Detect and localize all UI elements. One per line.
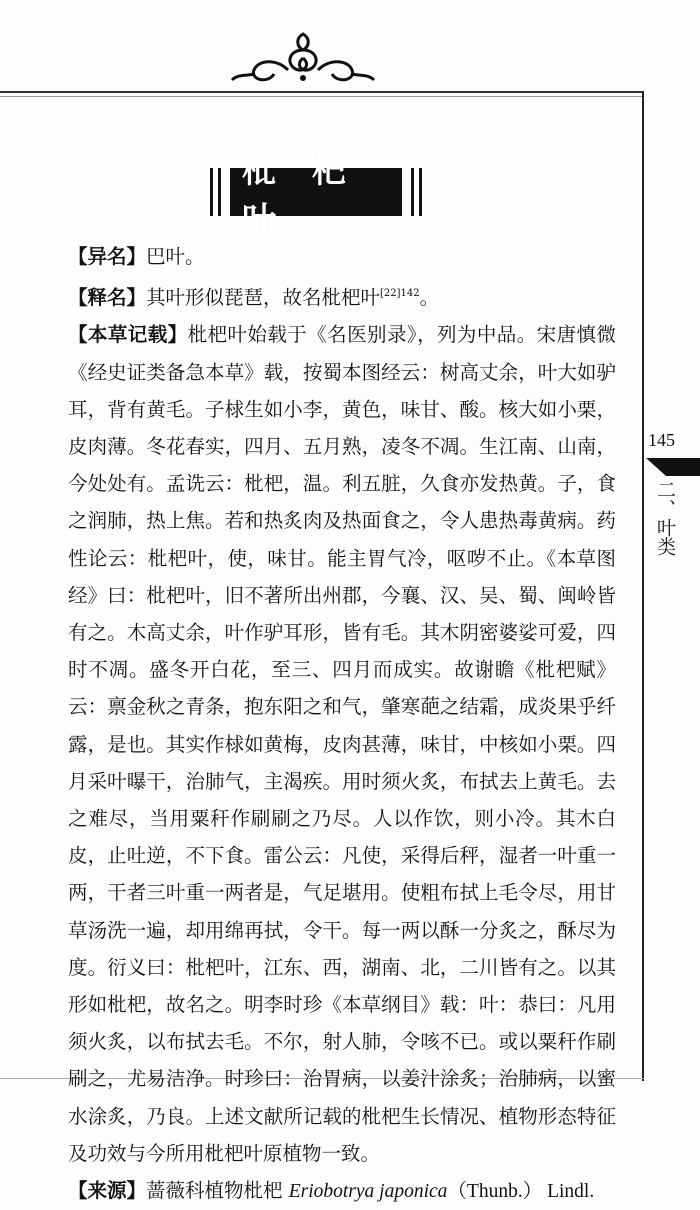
- title-right-bar: [419, 168, 422, 216]
- entry-tag: 【释名】: [68, 286, 147, 310]
- authority-text: （Thunb.） Lindl.: [447, 1181, 595, 1203]
- header-ornament: [228, 28, 378, 86]
- reference-superscript: [22]142: [380, 288, 420, 300]
- entry-tag: 【本草记载】: [68, 323, 188, 347]
- title-banner: [230, 151, 402, 240]
- entry-tag: 【来源】: [68, 1179, 147, 1203]
- title-left-bar-inner: [218, 168, 221, 216]
- entry-tail: 。: [419, 286, 440, 310]
- section-title-box: [210, 151, 422, 240]
- entry-text: 巴叶。: [146, 245, 205, 268]
- section-tab-label: 二、叶类: [654, 480, 676, 556]
- latin-species-name: Eriobotrya japonica: [288, 1181, 448, 1203]
- entry-historical-records: [68, 316, 616, 1172]
- entry-text: 其叶形似琵琶，故名枇杷叶: [146, 286, 381, 310]
- title-right-bar-inner: [411, 168, 414, 216]
- entry-text: 枇杷叶始载于《名医别录》，列为中品。宋唐慎微《经史证类备急本草》载，按蜀本图经云：树高丈余，叶大如驴耳，背有黄毛。子梂生如小李，黄色，味甘、酸。核大如小栗，皮肉薄。冬花春实，四月、五月熟，凌冬不凋。生江南、山南，今处处有。孟诜云：枇杷，温。利五脏，久食亦发热黄。子，食之润肺，热上焦。若和热炙肉及热面食之，令人患热毒黄病。药性论云：枇杷叶，使，味甘。能主胃气冷，呕哕不止。《本草图经》曰：枇杷叶，旧不著所出州郡，今襄、汉、吴、蜀、闽岭皆有之。木高丈余，叶作驴耳形，皆有毛。其木阴密婆娑可爱，四时不凋。盛冬开白花，至三、四月而成实。故谢瞻《枇杷赋》云：禀金秋之青条，抱东阳之和气，肇寒葩之结霜，成炎果乎纤露，是也。其实作梂如黄梅，皮肉甚薄，味甘，中核如小栗。四月采叶曝干，治肺气，主渴疾。用时须火炙，布拭去上黄毛。去之难尽，当用粟秆作刷刷之乃尽。人以作饮，则小冷。其木白皮，止吐逆，不下食。雷公云：凡使，采得后秤，湿者一叶重一两，干者三叶重一两者是，气足堪用。使粗布拭上毛令尽，用甘草汤洗一遍，却用绵再拭，令干。每一两以酥一分炙之，酥尽为度。衍义曰：枇杷叶，江东、西，湖南、北，二川皆有之。以其形如枇杷，故名之。明李时珍《本草纲目》载：叶：恭曰：凡用须火炙，以布拭去毛。不尔，射人肺，令咳不已。或以粟秆作刷刷之，尤易洁净。时珍曰：治胃病，以姜汁涂炙；治肺病，以蜜水涂炙，乃良。上述文献所记载的枇杷生长情况、植物形态特征及功效与今所用枇杷叶原植物一致。: [68, 323, 616, 1165]
- page-side-border: [642, 91, 644, 1081]
- title-left-bar: [210, 168, 213, 216]
- page-title: 枇 杷 叶: [242, 151, 358, 240]
- entry-tag: 【异名】: [68, 245, 147, 268]
- entry-name-explanation: [68, 275, 616, 316]
- side-tab-marker: [646, 456, 700, 478]
- entry-alias: [68, 238, 616, 275]
- entry-source: [68, 1172, 616, 1210]
- header-rule-thin: [0, 96, 642, 97]
- page-number: 145: [648, 430, 675, 450]
- article-body: [68, 238, 616, 1210]
- entry-text: 蔷薇科植物枇杷: [146, 1179, 289, 1203]
- header-rule: [0, 91, 642, 93]
